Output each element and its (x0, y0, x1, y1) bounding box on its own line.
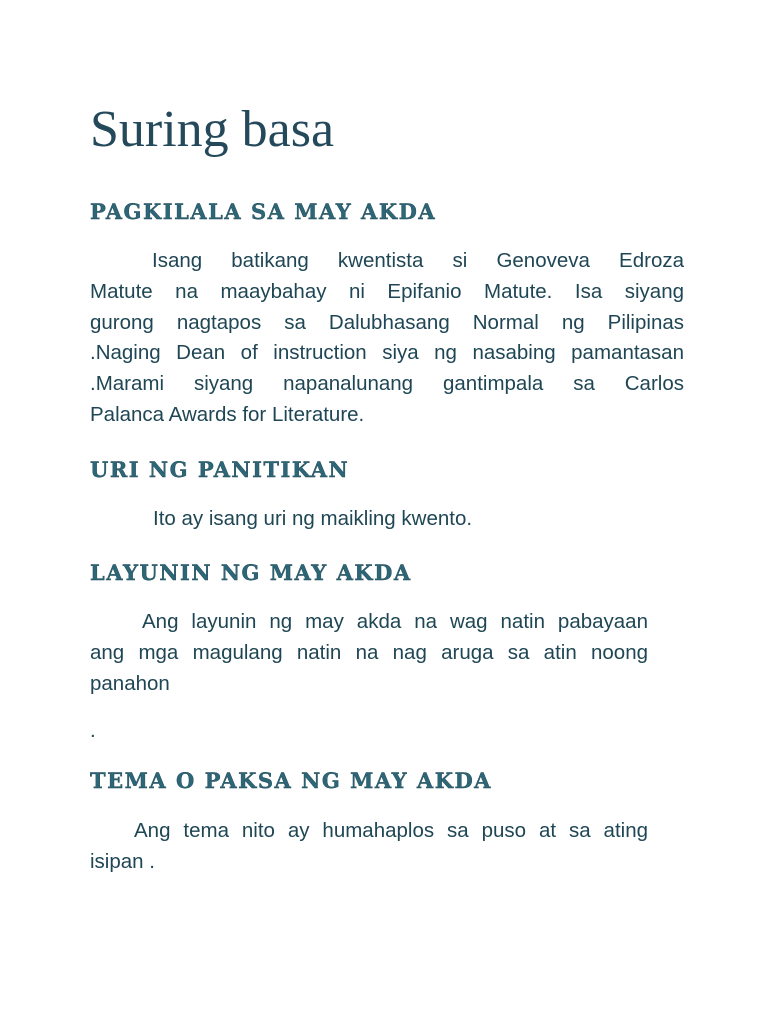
paragraph-line: isipan . (90, 849, 155, 873)
section-heading-genre: URI NG PANITIKAN (90, 457, 350, 482)
section-heading-theme: TEMA O PAKSA NG MAY AKDA (90, 768, 492, 793)
section-paragraph-purpose-end (90, 716, 684, 747)
section-paragraph-genre (90, 504, 684, 535)
paragraph-line: Ang tema nito ay humahaplos sa puso at sa ating (134, 819, 648, 842)
paragraph-line: ang mga magulang natin na nag aruga sa atin noong (90, 640, 648, 664)
section-paragraph-theme (90, 816, 648, 878)
paragraph-line: .Marami siyang napanalunang gantimpala sa Carlos (90, 372, 684, 396)
paragraph-line: panahon (90, 671, 170, 695)
paragraph-line: Isang batikang kwentista si Genoveva Edroza (152, 249, 684, 272)
paragraph-line: Ang layunin ng may akda na wag natin pabayaan (142, 610, 648, 633)
paragraph-line: . (90, 719, 96, 742)
paragraph-line: Matute na maaybahay ni Epifanio Matute. Isa siyang (90, 279, 684, 303)
page-title: Suring basa (90, 101, 335, 158)
paragraph-line: gurong nagtapos sa Dalubhasang Normal ng Pilipinas (90, 310, 684, 334)
paragraph-line: Ito ay isang uri ng maikling kwento. (153, 507, 473, 530)
section-heading-purpose: LAYUNIN NG MAY AKDA (90, 560, 412, 585)
paragraph-line: Palanca Awards for Literature. (90, 402, 365, 426)
paragraph-line: .Naging Dean of instruction siya ng nasabing pamantasan (90, 341, 684, 365)
section-heading-author: PAGKILALA SA MAY AKDA (90, 199, 437, 224)
section-paragraph-purpose (90, 607, 648, 699)
section-paragraph-author (90, 246, 684, 431)
